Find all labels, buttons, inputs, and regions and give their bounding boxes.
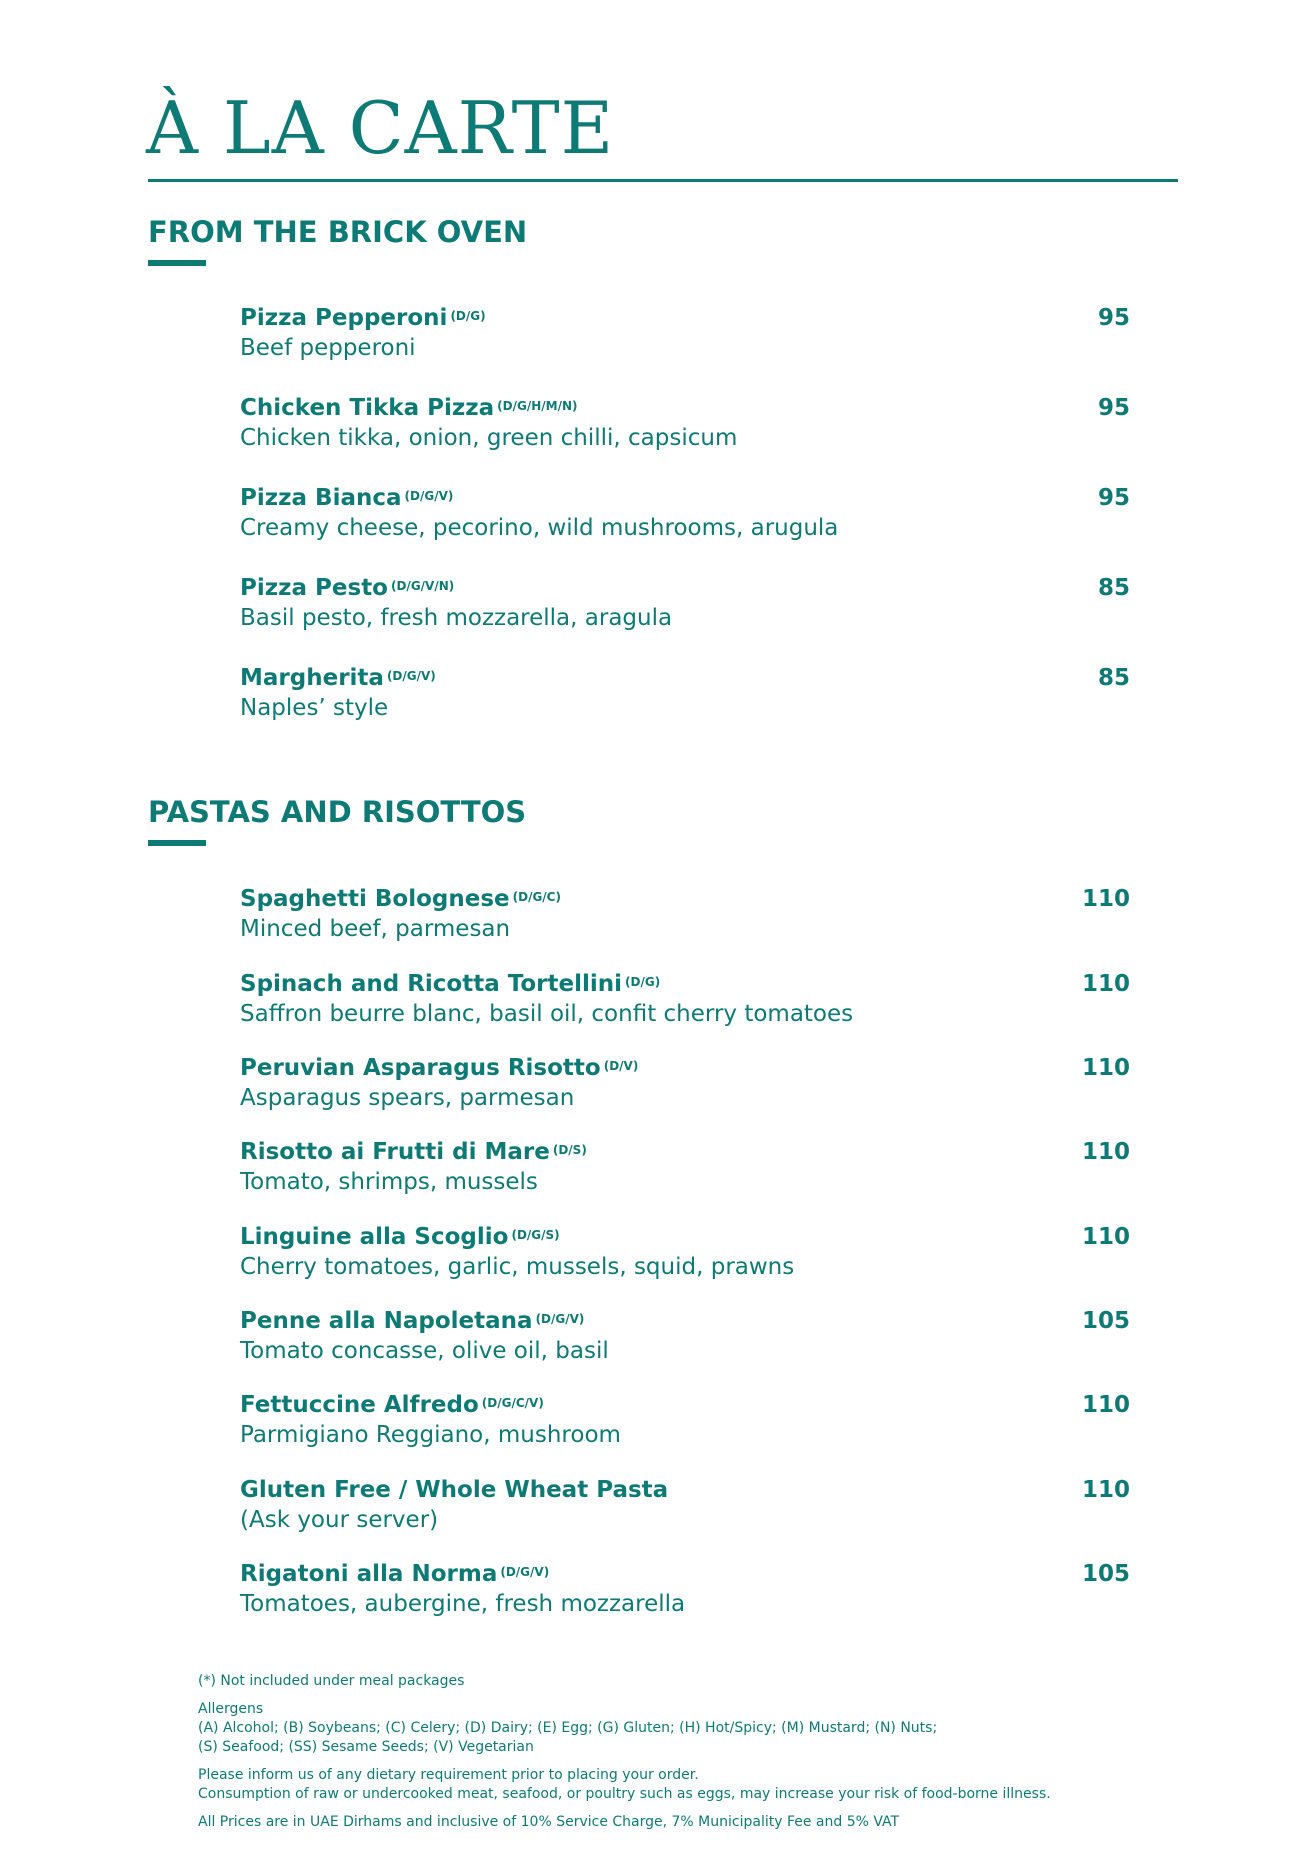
item-allergens: (D/G/C/V) [481,1396,544,1410]
pricing-notice: All Prices are in UAE Dirhams and inclusive of 10% Service Charge, 7% Municipality Fee and 5% VAT [198,1814,900,1830]
item-name: Penne alla Napoletana [240,1308,533,1334]
menu-item [240,969,1130,1029]
menu-item [240,1222,1130,1282]
item-description: Basil pesto, fresh mozzarella, aragula [240,605,673,631]
item-price: 110 [1081,1055,1130,1081]
title-divider [148,179,1178,182]
item-price: 110 [1081,1392,1130,1418]
item-name: Linguine alla Scoglio [240,1224,509,1250]
item-name: Fettuccine Alfredo [240,1392,479,1418]
item-price: 110 [1081,1224,1130,1250]
item-price: 85 [1097,665,1130,691]
item-description: (Ask your server) [240,1507,439,1533]
menu-item [240,1475,1130,1535]
menu-item [240,1390,1130,1450]
item-name: Pizza Bianca [240,485,402,511]
raw-food-notice: Consumption of raw or undercooked meat, seafood, or poultry such as eggs, may increase your risk of food-borne illness. [198,1786,1051,1802]
page-title: À LA CARTE [146,86,615,170]
footnotes [198,1672,1198,1832]
item-description: Asparagus spears, parmesan [240,1085,575,1111]
item-description: Saffron beurre blanc, basil oil, confit cherry tomatoes [240,1001,854,1027]
item-price: 110 [1081,1477,1130,1503]
item-price: 110 [1081,971,1130,997]
item-name: Rigatoni alla Norma [240,1561,498,1587]
section-underline [148,840,206,846]
item-allergens: (D/G/V) [500,1565,550,1579]
item-price: 95 [1097,395,1130,421]
item-allergens: (D/G/V) [404,489,454,503]
item-allergens: (D/G) [450,309,486,323]
item-price: 85 [1097,575,1130,601]
item-name: Spinach and Ricotta Tortellini [240,971,623,997]
item-price: 110 [1081,1139,1130,1165]
item-name: Margherita [240,665,384,691]
section-underline [148,260,206,266]
item-name: Pizza Pepperoni [240,305,448,331]
item-description: Tomato, shrimps, mussels [240,1169,538,1195]
item-description: Creamy cheese, pecorino, wild mushrooms, arugula [240,515,839,541]
item-allergens: (D/G/S) [511,1228,560,1242]
item-name: Pizza Pesto [240,575,388,601]
menu-item [240,303,1130,363]
item-price: 105 [1081,1561,1130,1587]
dietary-notice: Please inform us of any dietary requirement prior to placing your order. [198,1767,699,1783]
allergens-legend-line: (S) Seafood; (SS) Sesame Seeds; (V) Vegetarian [198,1739,534,1755]
menu-item [240,1559,1130,1619]
item-name: Spaghetti Bolognese [240,886,510,912]
meal-package-note: (*) Not included under meal packages [198,1673,465,1689]
item-name: Peruvian Asparagus Risotto [240,1055,601,1081]
item-allergens: (D/G/V/N) [390,579,455,593]
item-price: 110 [1081,886,1130,912]
menu-item [240,663,1130,723]
item-description: Minced beef, parmesan [240,916,511,942]
item-allergens: (D/V) [603,1059,639,1073]
section-title-pastas-risottos: PASTAS AND RISOTTOS [148,795,527,829]
item-allergens: (D/G/H/M/N) [497,399,578,413]
item-description: Tomatoes, aubergine, fresh mozzarella [240,1591,686,1617]
item-description: Beef pepperoni [240,335,416,361]
item-allergens: (D/G/C) [512,890,561,904]
item-description: Naples’ style [240,695,389,721]
item-price: 95 [1097,305,1130,331]
menu-item [240,884,1130,944]
allergens-legend-line: (A) Alcohol; (B) Soybeans; (C) Celery; (D) Dairy; (E) Egg; (G) Gluten; (H) Hot/Spicy; (M) Mustard; (N) Nuts; [198,1720,938,1736]
menu-item [240,573,1130,633]
item-description: Cherry tomatoes, garlic, mussels, squid, prawns [240,1254,795,1280]
item-description: Tomato concasse, olive oil, basil [240,1338,609,1364]
item-name: Chicken Tikka Pizza [240,395,495,421]
menu-item [240,1306,1130,1366]
item-allergens: (D/G) [625,975,661,989]
item-allergens: (D/G/V) [386,669,436,683]
item-price: 95 [1097,485,1130,511]
item-description: Parmigiano Reggiano, mushroom [240,1422,621,1448]
item-description: Chicken tikka, onion, green chilli, capsicum [240,425,738,451]
item-name: Gluten Free / Whole Wheat Pasta [240,1477,669,1503]
menu-item [240,483,1130,543]
item-name: Risotto ai Frutti di Mare [240,1139,550,1165]
menu-item [240,1053,1130,1113]
item-price: 105 [1081,1308,1130,1334]
menu-item [240,1137,1130,1197]
item-allergens: (D/S) [552,1143,587,1157]
allergens-heading: Allergens [198,1701,264,1717]
menu-item [240,393,1130,453]
item-allergens: (D/G/V) [535,1312,585,1326]
section-title-brick-oven: FROM THE BRICK OVEN [148,215,528,249]
